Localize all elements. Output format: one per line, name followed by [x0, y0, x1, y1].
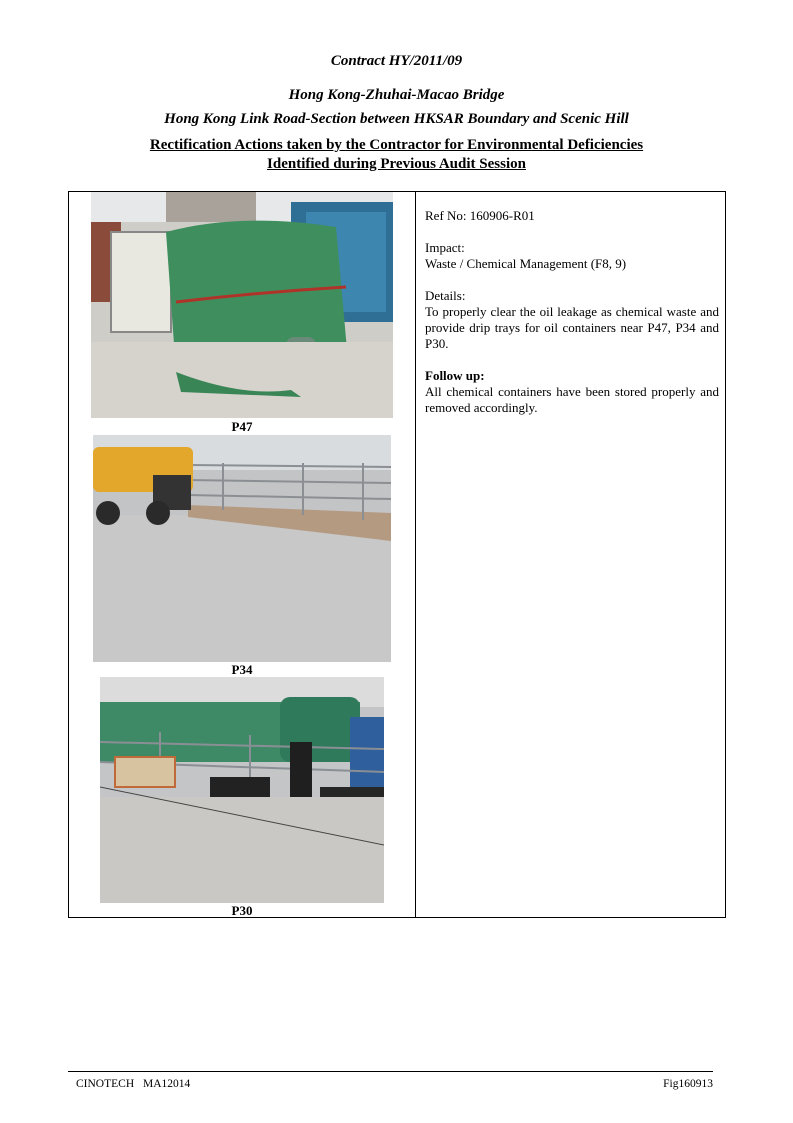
ref-number: Ref No: 160906-R01: [425, 208, 535, 223]
details-column: [417, 192, 725, 917]
impact-label: Impact:: [425, 240, 465, 255]
photo-p30: [100, 677, 384, 903]
document-header: [0, 50, 793, 174]
followup-label: Follow up:: [425, 368, 485, 383]
followup-value: All chemical containers have been stored properly and removed accordingly.: [425, 384, 719, 415]
photo-p34: [93, 435, 391, 662]
details-label: Details:: [425, 288, 466, 303]
document-title: [0, 136, 793, 174]
photo-p47: [91, 192, 393, 418]
rectification-table: [68, 191, 726, 918]
photo-p30-image: [100, 677, 384, 903]
photo-p34-image: [93, 435, 391, 662]
photo-p47-image: [91, 192, 393, 418]
contract-number: Contract HY/2011/09: [330, 53, 463, 69]
title-line-1: Rectification Actions taken by the Contractor for Environmental Deficiencies: [149, 137, 644, 153]
project-name: Hong Kong-Zhuhai-Macao Bridge: [288, 87, 505, 103]
footer-figure-number: Fig160913: [663, 1078, 713, 1090]
caption-p47: P47: [231, 419, 253, 434]
caption-p30: P30: [231, 903, 253, 918]
footer-divider: [68, 1071, 713, 1072]
title-line-2: Identified during Previous Audit Session: [267, 156, 526, 172]
caption-p34: P34: [231, 662, 253, 677]
details-value: To properly clear the oil leakage as chemical waste and provide drip trays for oil containers near P47, P34 and P30.: [425, 304, 719, 351]
footer-company: CINOTECH MA12014: [76, 1078, 191, 1090]
photo-column: [69, 192, 416, 917]
project-section: Hong Kong Link Road-Section between HKSAR Boundary and Scenic Hill: [164, 111, 629, 127]
impact-value: Waste / Chemical Management (F8, 9): [425, 256, 627, 271]
